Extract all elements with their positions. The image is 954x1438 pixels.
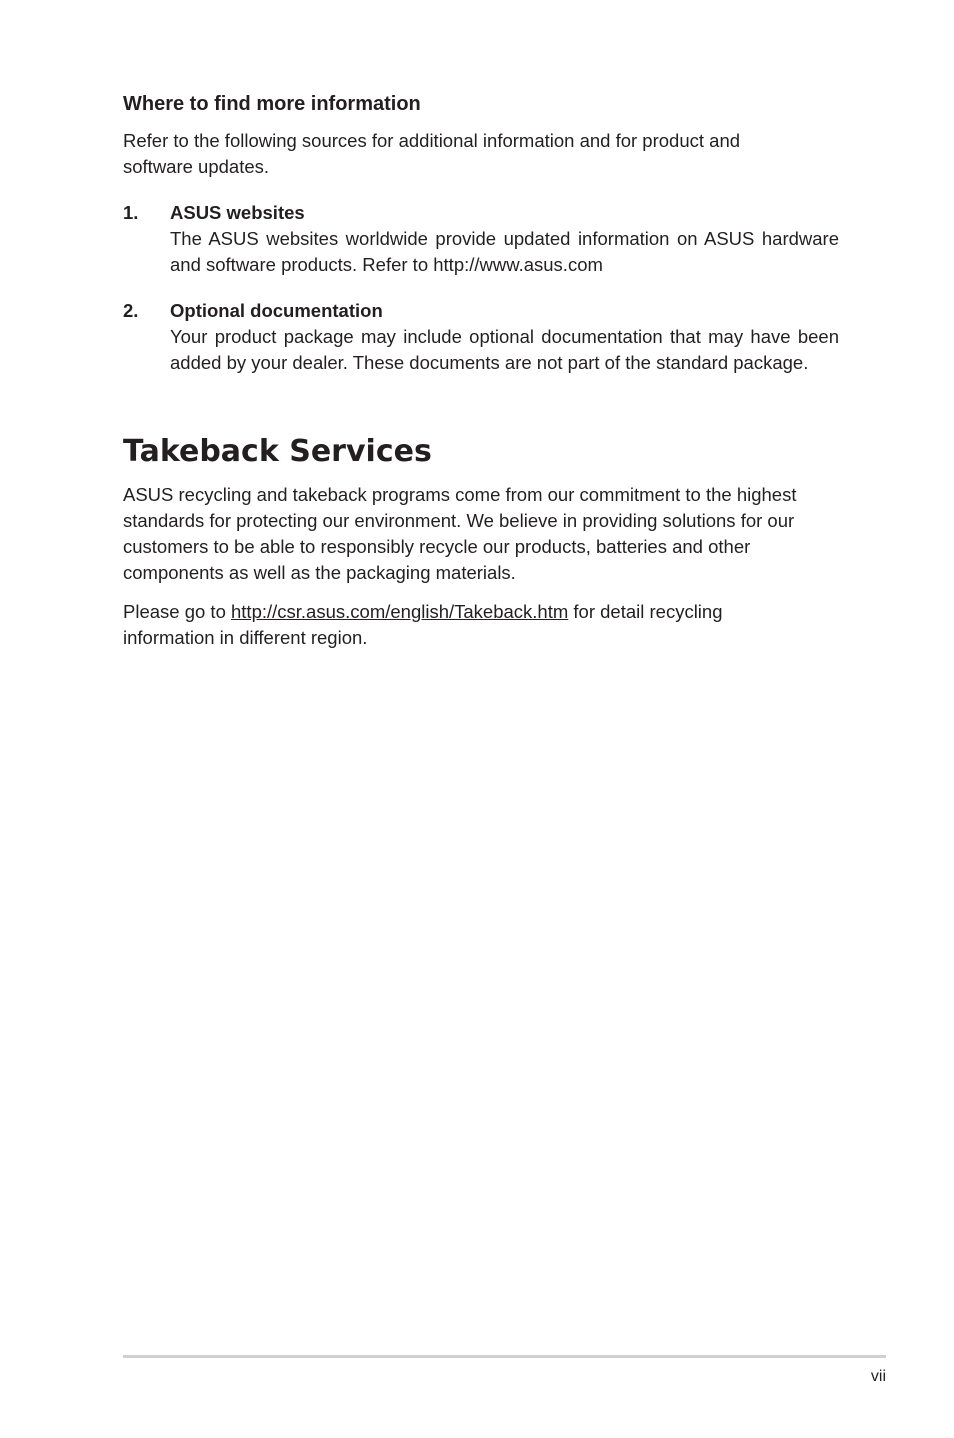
takeback-paragraph-2	[123, 599, 783, 651]
footer-divider	[123, 1355, 886, 1358]
list-item-number: 1.	[123, 202, 139, 223]
list-item-body	[170, 200, 839, 278]
where-to-find-intro: Refer to the following sources for additional information and for product and software updates.	[123, 130, 741, 177]
list-item	[123, 200, 839, 278]
list-item-title: Optional documentation	[170, 300, 383, 321]
document-content	[123, 90, 839, 651]
page-number: vii	[870, 1368, 886, 1385]
list-item	[123, 298, 839, 376]
list-item-title: ASUS websites	[170, 202, 305, 223]
takeback-paragraph-2-prefix: Please go to	[123, 601, 231, 622]
takeback-paragraph-2-suffix: for detail recycling information in different region.	[123, 601, 723, 648]
takeback-services-heading: Takeback Services	[123, 434, 432, 469]
takeback-paragraph-1: ASUS recycling and takeback programs come from our commitment to the highest standards for protecting our environment. We believe in providing solutions for our customers to be able to responsibly recycle our products, batteries and other components as well as the packaging materials.	[123, 484, 797, 583]
list-item-body	[170, 298, 839, 376]
list-item-text: Your product package may include optional documentation that may have been added by your dealer. These documents are not part of the standard package.	[170, 326, 839, 373]
takeback-link[interactable]: http://csr.asus.com/english/Takeback.htm	[231, 601, 569, 622]
info-sources-list	[123, 200, 839, 376]
list-item-text: The ASUS websites worldwide provide updated information on ASUS hardware and software products. Refer to http://www.asus.com	[170, 228, 839, 275]
list-item-number: 2.	[123, 300, 139, 321]
where-to-find-heading: Where to find more information	[123, 93, 421, 115]
